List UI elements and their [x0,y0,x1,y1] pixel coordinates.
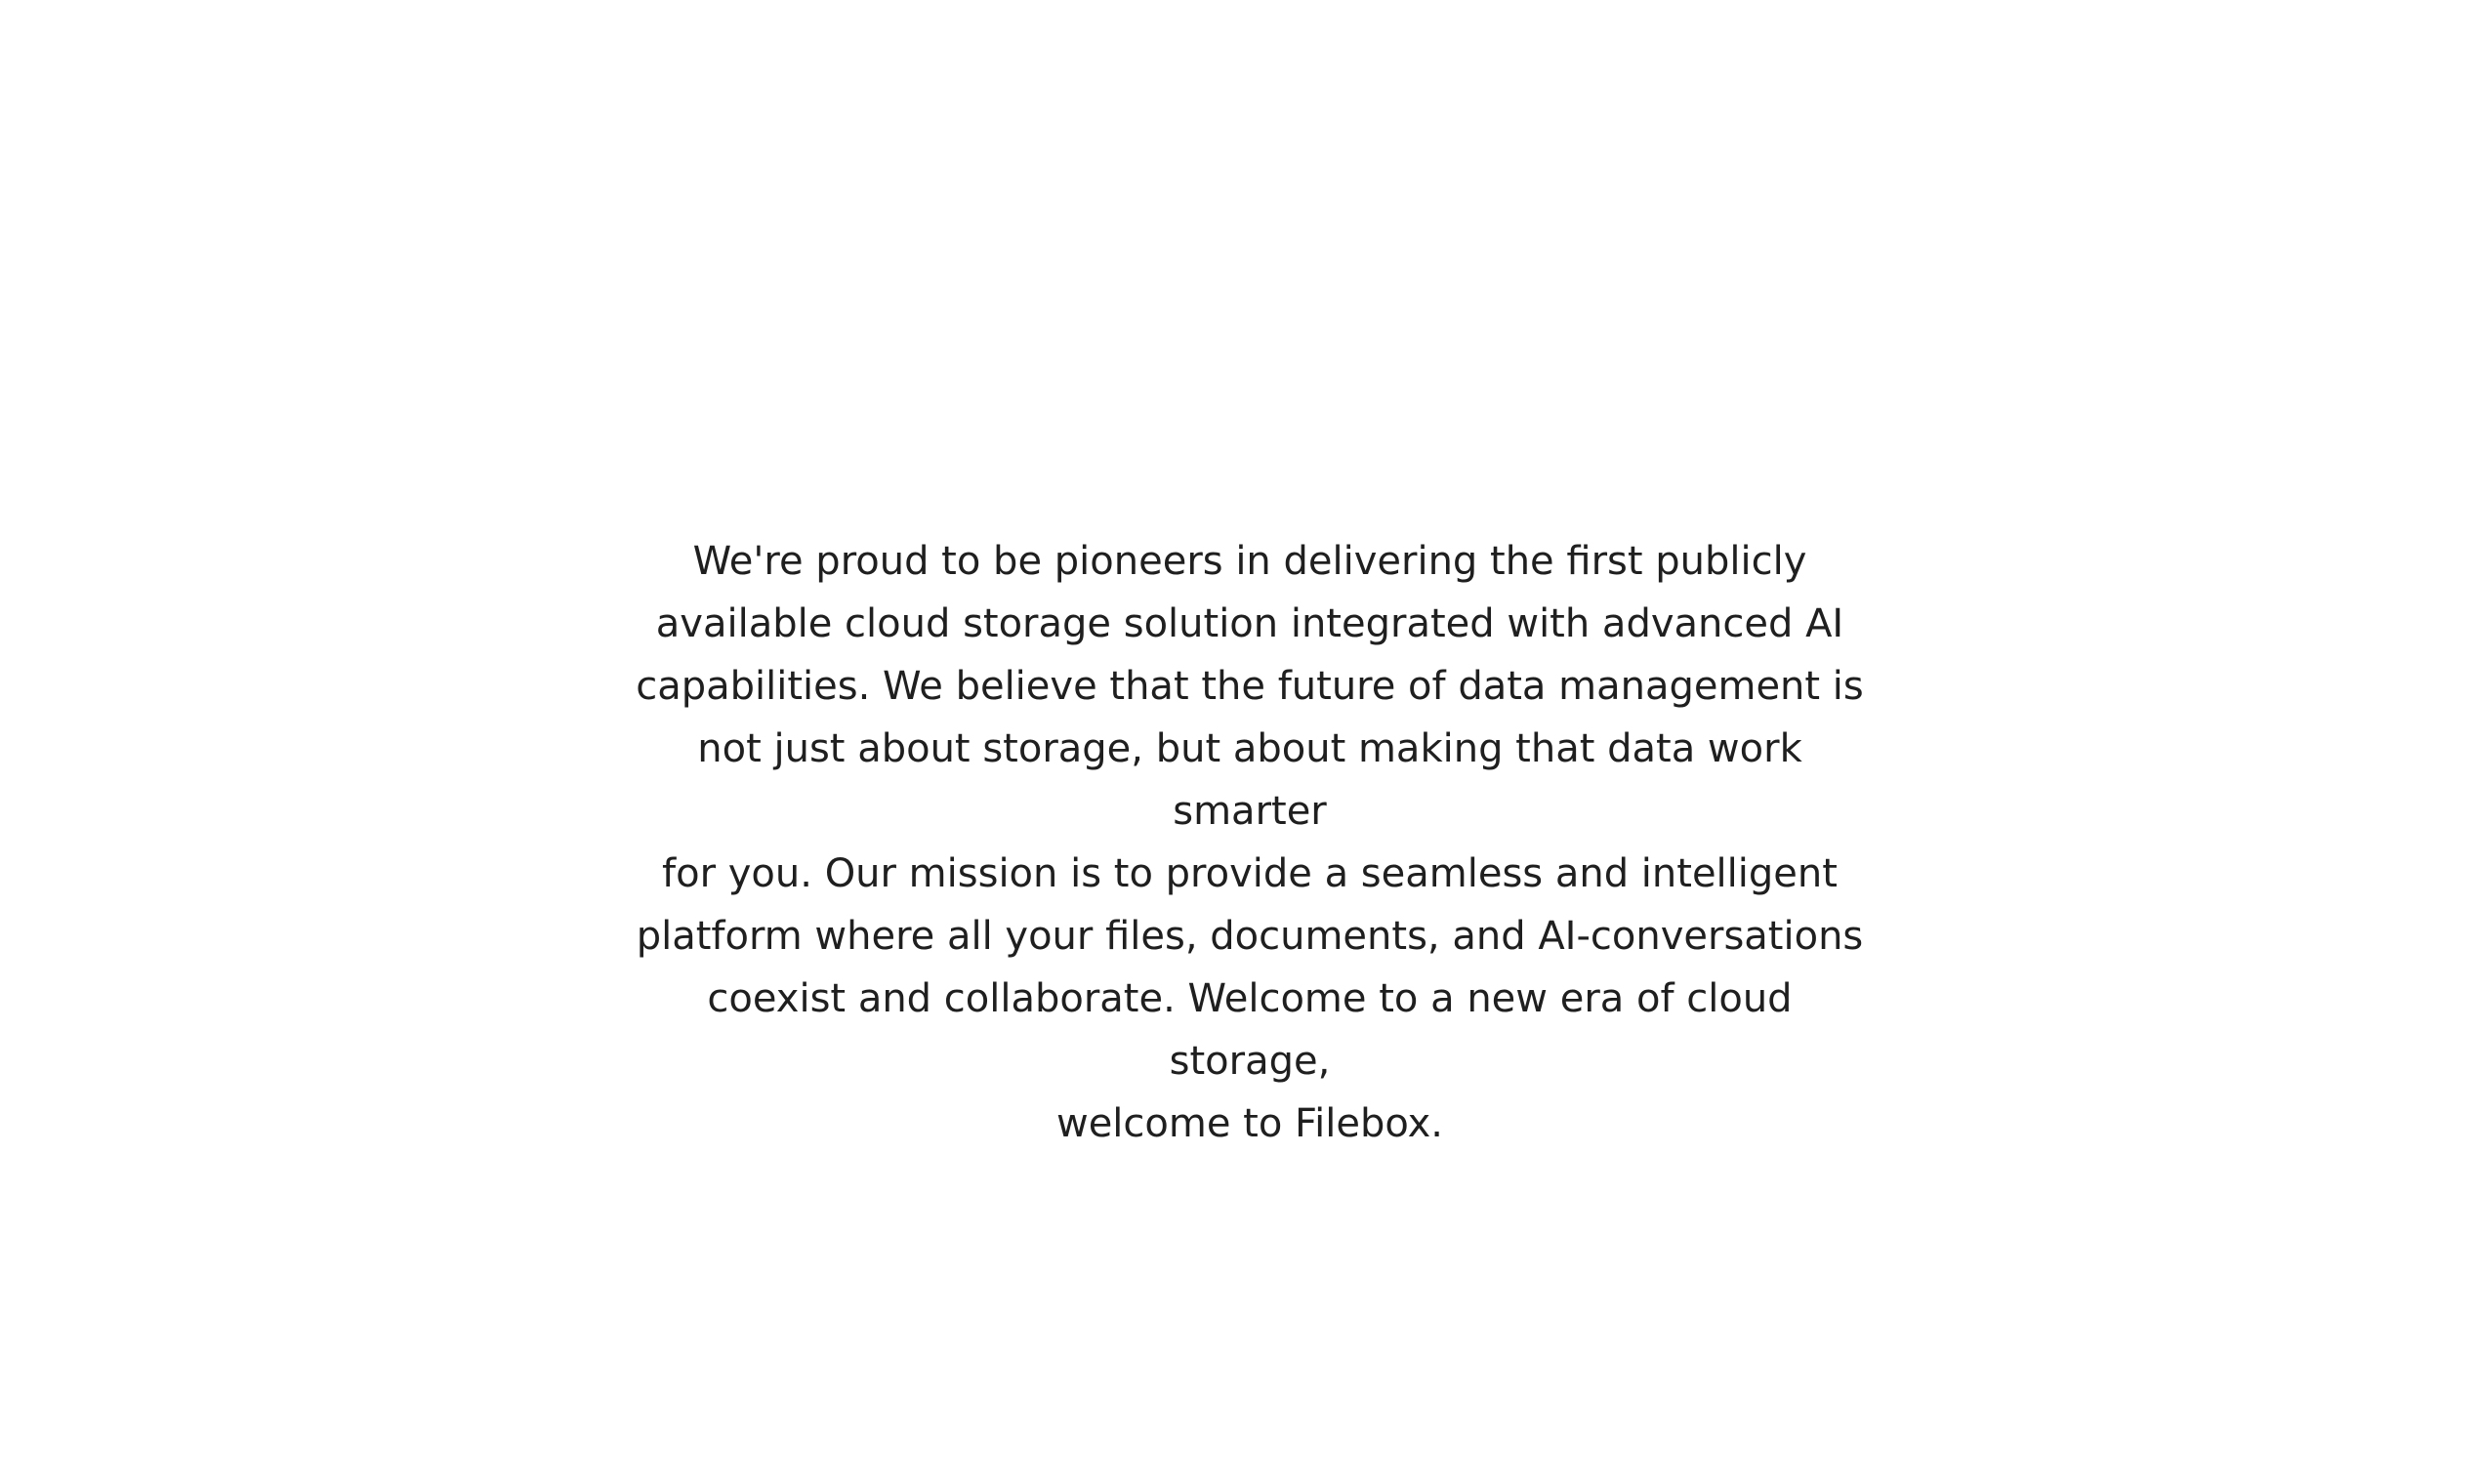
mission-statement: We're proud to be pioneers in delivering the first publicly available cloud storage solution integrated with advanced AI capabilities. We believe that the future of data management is not just about storage, but about making that data work smarter for you. Our mission is to provide a seamless and intelligent platform where all your files, documents, and AI-conversations coexist and collaborate. Welcome to a new era of cloud storage, welcome to Filebox. [636,539,1864,1146]
